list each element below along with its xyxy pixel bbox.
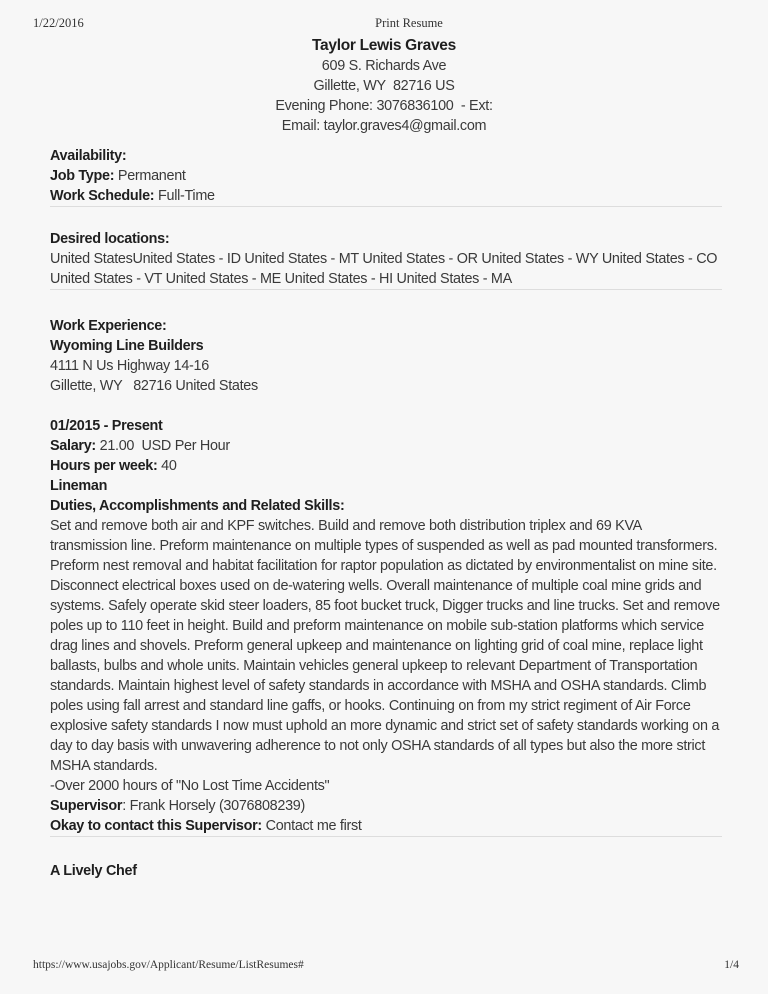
print-date: 1/22/2016 (33, 16, 84, 30)
next-section (50, 861, 722, 881)
section-divider (50, 289, 722, 290)
employer-address-line2: Gillette, WY 82716 United States (50, 378, 258, 394)
contact-ok-label: Okay to contact this Supervisor: (50, 818, 262, 834)
job-details-block (50, 416, 722, 836)
duties-heading: Duties, Accomplishments and Related Skills: (50, 498, 345, 514)
contact-ok-value: Contact me first (265, 818, 362, 834)
desired-locations-heading: Desired locations: (50, 231, 170, 247)
employer-name: Wyoming Line Builders (50, 338, 204, 354)
desired-locations-section (50, 229, 722, 289)
supervisor-value: : Frank Horsely (3076808239) (122, 798, 305, 814)
contact-block (0, 35, 768, 136)
work-experience-heading: Work Experience: (50, 318, 167, 334)
employer-address-line1: 4111 N Us Highway 14-16 (50, 358, 209, 374)
availability-heading: Availability: (50, 148, 127, 164)
salary-value: 21.00 USD Per Hour (99, 438, 230, 454)
contact-ok-row (50, 816, 722, 836)
job-type-label: Job Type: (50, 168, 115, 184)
employment-period: 01/2015 - Present (50, 418, 163, 434)
work-schedule-value: Full-Time (158, 188, 215, 204)
desired-locations-text: United StatesUnited States - ID United States - MT United States - OR United States - WY United States - CO United States - VT United States - ME United States - HI United States - MA (50, 251, 721, 287)
work-schedule-row (50, 186, 722, 206)
hours-row (50, 456, 722, 476)
contact-email-line: Email: taylor.graves4@gmail.com (281, 118, 487, 134)
next-section-heading: A Lively Chef (50, 863, 137, 879)
page-indicator: 1/4 (724, 959, 739, 971)
resume-content (0, 146, 768, 881)
hours-value: 40 (161, 458, 177, 474)
duties-extra-line: -Over 2000 hours of "No Lost Time Accidents" (50, 778, 330, 794)
contact-phone-line: Evening Phone: 3076836100 - Ext: (275, 98, 493, 114)
job-type-value: Permanent (117, 168, 186, 184)
work-experience-section (50, 316, 722, 396)
footer-url: https://www.usajobs.gov/Applicant/Resume/ListResumes# (33, 959, 304, 971)
work-schedule-label: Work Schedule: (50, 188, 155, 204)
contact-address-line1: 609 S. Richards Ave (321, 58, 447, 74)
print-footer (33, 959, 739, 971)
section-divider (50, 836, 722, 837)
resume-document (0, 35, 768, 881)
hours-label: Hours per week: (50, 458, 158, 474)
supervisor-label: Supervisor (50, 798, 123, 814)
supervisor-row (50, 796, 722, 816)
contact-address-line2: Gillette, WY 82716 US (313, 78, 455, 94)
job-title: Lineman (50, 478, 108, 494)
contact-name: Taylor Lewis Graves (312, 37, 456, 54)
salary-row (50, 436, 722, 456)
duties-text: Set and remove both air and KPF switches. Build and remove both distribution triplex and 69 KVA transmission line. Preform maintenance on multiple types of suspended as well as pad mounted transformers. Preform nest removal and habitat facilitation for raptor population as dictated by environmentalist on mine site. Disconnect electrical boxes used on de-watering wells. Overall maintenance of multiple coal mine grids and systems. Safely operate skid steer loaders, 85 foot bucket truck, Digger trucks and line trucks. Set and remove poles up to 110 feet in height. Build and preform maintenance on mobile sub-station platforms which service drag lines and shovels. Preform general upkeep and maintenance on lighting grid of coal mine, replace light ballasts, bulbs and whole units. Maintain vehicles general upkeep to relevant Department of Transportation standards. Maintain highest level of safety standards in accordance with MSHA and OSHA standards. Climb poles using fall arrest and standard line gaffs, or hooks. Continuing on from my strict regiment of Air Force explosive safety standards I now must uphold an more dynamic and strict set of safety standards working on a day to day basis with unwavering adherence to not only OSHA standards of all types but also the more strict MSHA standards. (50, 518, 724, 774)
print-title: Print Resume (375, 16, 443, 30)
salary-label: Salary: (50, 438, 96, 454)
availability-section (50, 146, 722, 206)
print-header (0, 0, 768, 32)
section-divider (50, 206, 722, 207)
job-type-row (50, 166, 722, 186)
